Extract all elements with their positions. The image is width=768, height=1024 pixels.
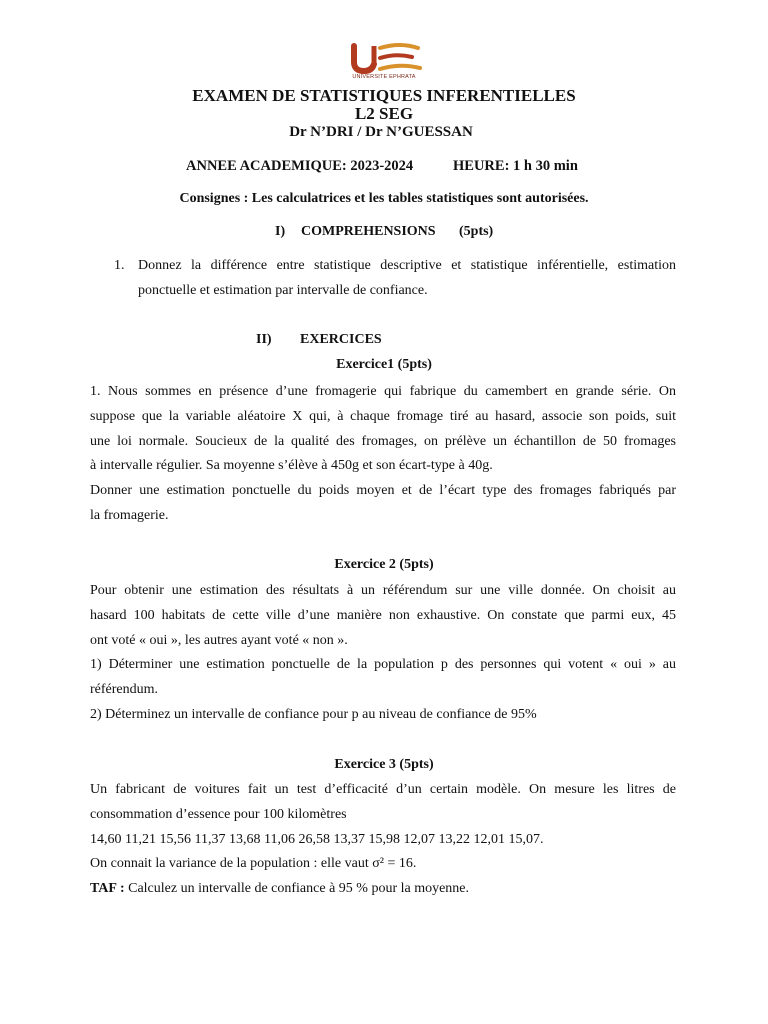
- section1-number: I): [275, 224, 286, 239]
- exercise2-line: 2) Déterminez un intervalle de confiance pour p au niveau de confiance de 95%: [90, 706, 537, 722]
- exam-title: EXAMEN DE STATISTIQUES INFERENTIELLES: [192, 86, 576, 105]
- exam-duration: HEURE: 1 h 30 min: [453, 158, 578, 174]
- section2-title: EXERCICES: [300, 332, 382, 347]
- exercise2-line: hasard 100 habitats de cette ville d’une manière non exhaustive. On constate que parmi eux, 45: [90, 607, 676, 623]
- exercise1-line: à intervalle régulier. Sa moyenne s’élève à 450g et son écart-type à 40g.: [90, 458, 493, 474]
- ue-logo-icon: [340, 42, 428, 74]
- exercise1-line: une loi normale. Soucieux de la qualité des fromages, on prélève un échantillon de 50 fromages: [90, 433, 676, 449]
- exercise1-line: la fromagerie.: [90, 507, 169, 523]
- exercise1-line: 1. Nous sommes en présence d’une fromagerie qui fabrique du camembert en grande série. On: [90, 384, 676, 399]
- exercise1-title: Exercice1 (5pts): [336, 357, 432, 372]
- exercise1-line: suppose que la variable aléatoire X qui, à chaque fromage tiré au hasard, associe son poids, suit: [90, 408, 676, 424]
- exercise2-line: Pour obtenir une estimation des résultats à un référendum sur une ville donnée. On choisit au: [90, 583, 676, 598]
- question-1-line: Donnez la différence entre statistique descriptive et statistique inférentielle, estimation: [138, 258, 676, 273]
- task-text: Calculez un intervalle de confiance à 95 % pour la moyenne.: [124, 881, 470, 897]
- exercise3-data-values: 14,60 11,21 15,56 11,37 13,68 11,06 26,58 13,37 15,98 12,07 13,22 12,01 15,07.: [90, 831, 544, 847]
- exam-teachers: Dr N’DRI / Dr N’GUESSAN: [289, 124, 473, 140]
- logo-brand-text: UNIVERSITE EPHRATA: [352, 74, 416, 80]
- exercise3-body: [90, 778, 676, 902]
- exercise1-line: Donner une estimation ponctuelle du poids moyen et de l’écart type des fromages fabriqués par: [90, 483, 676, 499]
- exercise3-line: Un fabricant de voitures fait un test d’efficacité d’un certain modèle. On mesure les litres de: [90, 782, 676, 797]
- exercise2-line: 1) Déterminer une estimation ponctuelle de la population p des personnes qui votent « oui » au: [90, 657, 676, 673]
- exercise2-line: ont voté « oui », les autres ayant voté « non ».: [90, 632, 348, 648]
- exercise2-body: [90, 579, 676, 728]
- exercise2-title: Exercice 2 (5pts): [334, 557, 434, 572]
- exercise2-line: référendum.: [90, 682, 159, 698]
- task-label: TAF :: [90, 881, 125, 897]
- exercise3-line: On connait la variance de la population : elle vaut σ² = 16.: [90, 856, 417, 872]
- question-1: [138, 254, 676, 304]
- question-1-line: ponctuelle et estimation par intervalle de confiance.: [138, 282, 428, 298]
- section2-number: II): [256, 332, 272, 347]
- exercise3-line: consommation d’essence pour 100 kilomètres: [90, 806, 347, 822]
- question-number: 1.: [114, 258, 125, 273]
- academic-year: ANNEE ACADEMIQUE: 2023-2024: [186, 158, 414, 174]
- section1-title: COMPREHENSIONS: [301, 224, 436, 239]
- exam-level: L2 SEG: [354, 104, 414, 123]
- exercise3-task: [90, 877, 676, 902]
- exercise3-title: Exercice 3 (5pts): [334, 757, 434, 772]
- exam-instructions: Consignes : Les calculatrices et les tables statistiques sont autorisées.: [179, 191, 589, 206]
- section1-points: (5pts): [459, 224, 494, 239]
- university-logo: [340, 42, 428, 82]
- exercise1-body: [90, 380, 676, 529]
